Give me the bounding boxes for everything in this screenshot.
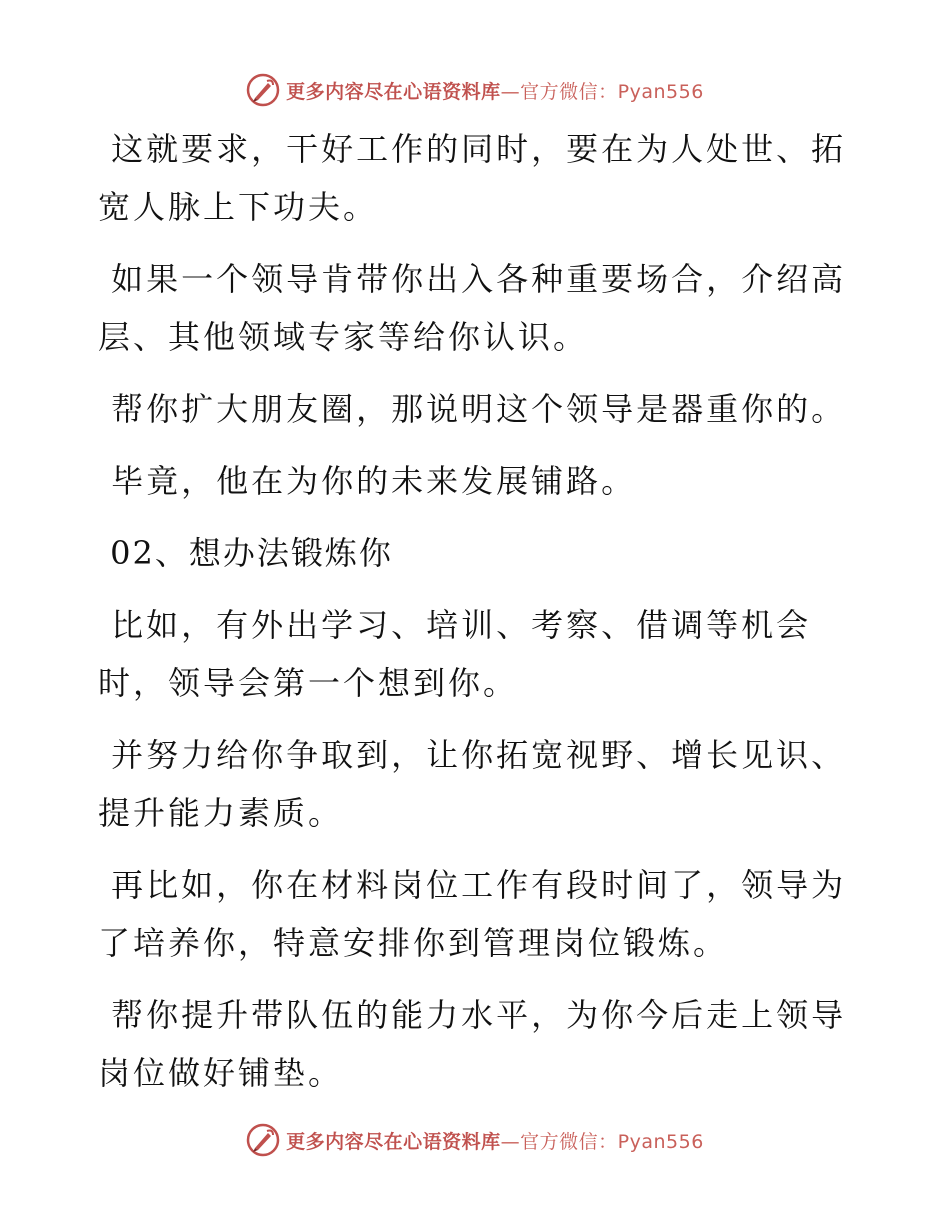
watermark-brand: 更多内容尽在心语资料库 xyxy=(286,1130,501,1153)
document-body xyxy=(98,120,858,1116)
paragraph: 时，领导会第一个想到你。 xyxy=(98,664,519,702)
paragraph: 帮你扩大朋友圈，那说明这个领导是器重你的。 xyxy=(98,390,847,428)
paragraph: 这就要求，干好工作的同时，要在为人处世、拓宽人脉上下功夫。 xyxy=(98,130,847,226)
watermark-dash: — xyxy=(500,1130,521,1153)
watermark-text xyxy=(286,77,704,104)
pen-logo-icon xyxy=(246,1123,280,1157)
paragraph: 如果一个领导肯带你出入各种重要场合，介绍高层、其他领域专家等给你认识。 xyxy=(98,260,847,356)
paragraph: 毕竟，他在为你的未来发展铺路。 xyxy=(98,462,637,500)
watermark-dash: — xyxy=(500,80,521,103)
watermark-brand: 更多内容尽在心语资料库 xyxy=(286,80,501,103)
pen-logo-icon xyxy=(246,73,280,107)
paragraph: 比如，有外出学习、培训、考察、借调等机会 xyxy=(98,606,812,644)
watermark-wechat: 官方微信：Pyan556 xyxy=(520,80,704,103)
watermark-wechat: 官方微信：Pyan556 xyxy=(520,1130,704,1153)
header-watermark xyxy=(0,70,950,110)
section-heading: 02、想办法锻炼你 xyxy=(98,534,393,572)
watermark-text xyxy=(286,1127,704,1154)
footer-watermark xyxy=(0,1120,950,1160)
paragraph: 再比如，你在材料岗位工作有段时间了，领导为了培养你，特意安排你到管理岗位锻炼。 xyxy=(98,866,847,962)
paragraph: 帮你提升带队伍的能力水平，为你今后走上领导岗位做好铺垫。 xyxy=(98,996,847,1092)
paragraph: 并努力给你争取到，让你拓宽视野、增长见识、提升能力素质。 xyxy=(98,736,847,832)
